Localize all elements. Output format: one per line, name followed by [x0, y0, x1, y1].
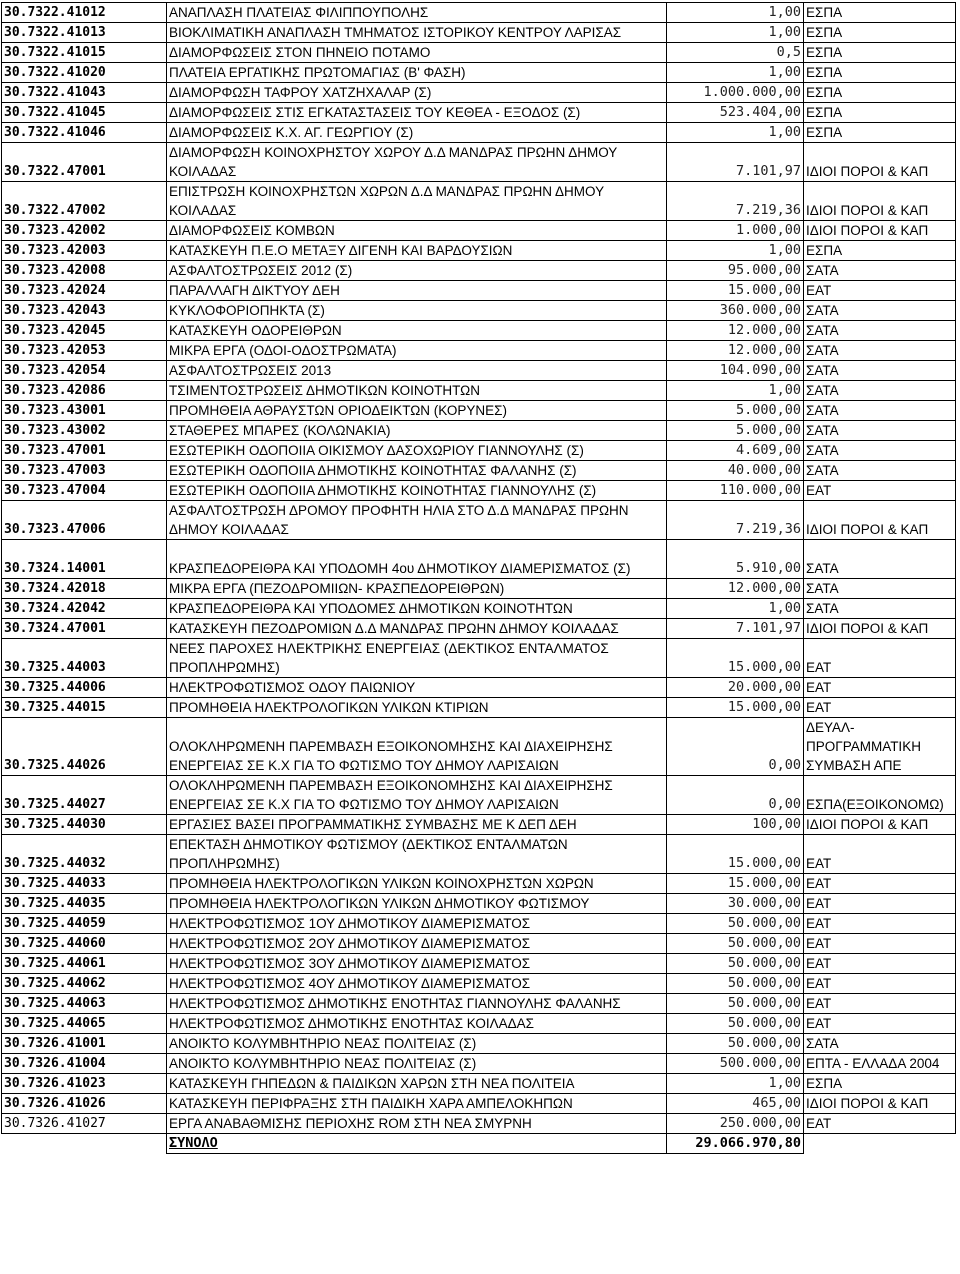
account-code: 30.7323.42043 [2, 301, 167, 321]
table-row [2, 143, 956, 182]
total-amount: 29.066.970,80 [667, 1134, 804, 1154]
table-row [2, 301, 956, 321]
funding-source: ΕΑΤ [804, 639, 956, 678]
funding-source: ΕΑΤ [804, 835, 956, 874]
account-code: 30.7322.41012 [2, 3, 167, 23]
budget-rows [2, 3, 956, 1134]
account-code: 30.7325.44065 [2, 1014, 167, 1034]
budget-amount: 1,00 [667, 63, 804, 83]
project-description: ΗΛΕΚΤΡΟΦΩΤΙΣΜΟΣ 2ΟΥ ΔΗΜΟΤΙΚΟΥ ΔΙΑΜΕΡΙΣΜΑΤΟΣ [167, 934, 667, 954]
account-code: 30.7323.43002 [2, 421, 167, 441]
account-code: 30.7325.44015 [2, 698, 167, 718]
table-row [2, 815, 956, 835]
table-row [2, 1054, 956, 1074]
budget-amount: 104.090,00 [667, 361, 804, 381]
account-code: 30.7325.44003 [2, 639, 167, 678]
budget-amount: 360.000,00 [667, 301, 804, 321]
account-code: 30.7325.44027 [2, 776, 167, 815]
table-row [2, 579, 956, 599]
account-code: 30.7323.42002 [2, 221, 167, 241]
funding-source: ΕΑΤ [804, 1014, 956, 1034]
budget-amount: 1.000.000,00 [667, 83, 804, 103]
budget-amount: 1,00 [667, 23, 804, 43]
account-code: 30.7323.42053 [2, 341, 167, 361]
funding-source: ΕΣΠΑ [804, 63, 956, 83]
funding-source: ΕΑΤ [804, 1114, 956, 1134]
project-description: ΠΡΟΜΗΘΕΙΑ ΗΛΕΚΤΡΟΛΟΓΙΚΩΝ ΥΛΙΚΩΝ ΚΟΙΝΟΧΡΗΣΤΩΝ ΧΩΡΩΝ [167, 874, 667, 894]
budget-amount: 15.000,00 [667, 874, 804, 894]
table-row [2, 934, 956, 954]
project-description: ΚΡΑΣΠΕΔΟΡΕΙΘΡΑ ΚΑΙ ΥΠΟΔΟΜΗ 4ου ΔΗΜΟΤΙΚΟΥ ΔΙΑΜΕΡΙΣΜΑΤΟΣ (Σ) [167, 540, 667, 579]
account-code: 30.7325.44030 [2, 815, 167, 835]
funding-source: ΣΑΤΑ [804, 461, 956, 481]
budget-amount: 12.000,00 [667, 321, 804, 341]
account-code: 30.7324.42042 [2, 599, 167, 619]
funding-source: ΕΑΤ [804, 934, 956, 954]
funding-source: ΕΣΠΑ [804, 123, 956, 143]
table-row [2, 914, 956, 934]
table-row [2, 281, 956, 301]
budget-amount: 50.000,00 [667, 914, 804, 934]
project-description: ΔΙΑΜΟΡΦΩΣΗ ΚΟΙΝΟΧΡΗΣΤΟΥ ΧΩΡΟΥ Δ.Δ ΜΑΝΔΡΑΣ ΠΡΩΗΝ ΔΗΜΟΥ ΚΟΙΛΑΔΑΣ [167, 143, 667, 182]
budget-amount: 20.000,00 [667, 678, 804, 698]
funding-source: ΙΔΙΟΙ ΠΟΡΟΙ & ΚΑΠ [804, 1094, 956, 1114]
account-code: 30.7322.41015 [2, 43, 167, 63]
account-code: 30.7323.47004 [2, 481, 167, 501]
account-code: 30.7324.42018 [2, 579, 167, 599]
funding-source: ΔΕΥΑΛ-ΠΡΟΓΡΑΜΜΑΤΙΚΗ ΣΥΜΒΑΣΗ ΑΠΕ [804, 718, 956, 776]
table-row [2, 182, 956, 221]
table-row [2, 43, 956, 63]
account-code: 30.7322.47001 [2, 143, 167, 182]
funding-source: ΕΑΤ [804, 281, 956, 301]
funding-source: ΣΑΤΑ [804, 261, 956, 281]
total-row [2, 1134, 956, 1154]
table-row [2, 994, 956, 1014]
project-description: ΜΙΚΡΑ ΕΡΓΑ (ΟΔΟΙ-ΟΔΟΣΤΡΩΜΑΤΑ) [167, 341, 667, 361]
budget-amount: 30.000,00 [667, 894, 804, 914]
table-row [2, 1094, 956, 1114]
budget-amount: 50.000,00 [667, 954, 804, 974]
table-row [2, 954, 956, 974]
budget-amount: 1,00 [667, 241, 804, 261]
account-code: 30.7326.41026 [2, 1094, 167, 1114]
funding-source: ΙΔΙΟΙ ΠΟΡΟΙ & ΚΑΠ [804, 619, 956, 639]
account-code: 30.7323.42003 [2, 241, 167, 261]
project-description: ΚΑΤΑΣΚΕΥΗ ΠΕΡΙΦΡΑΞΗΣ ΣΤΗ ΠΑΙΔΙΚΗ ΧΑΡΑ ΑΜΠΕΛΟΚΗΠΩΝ [167, 1094, 667, 1114]
budget-amount: 1,00 [667, 3, 804, 23]
project-description: ΗΛΕΚΤΡΟΦΩΤΙΣΜΟΣ ΔΗΜΟΤΙΚΗΣ ΕΝΟΤΗΤΑΣ ΓΙΑΝΝΟΥΛΗΣ ΦΑΛΑΝΗΣ [167, 994, 667, 1014]
budget-amount: 15.000,00 [667, 639, 804, 678]
project-description: ΔΙΑΜΟΡΦΩΣΕΙΣ ΚΟΜΒΩΝ [167, 221, 667, 241]
budget-amount: 15.000,00 [667, 281, 804, 301]
table-row [2, 83, 956, 103]
project-description: ΚΡΑΣΠΕΔΟΡΕΙΘΡΑ ΚΑΙ ΥΠΟΔΟΜΕΣ ΔΗΜΟΤΙΚΩΝ ΚΟΙΝΟΤΗΤΩΝ [167, 599, 667, 619]
project-description: ΕΡΓΑ ΑΝΑΒΑΘΜΙΣΗΣ ΠΕΡΙΟΧΗΣ ROM ΣΤΗ ΝΕΑ ΣΜΥΡΝΗ [167, 1114, 667, 1134]
budget-amount: 95.000,00 [667, 261, 804, 281]
budget-amount: 1,00 [667, 381, 804, 401]
account-code: 30.7325.44063 [2, 994, 167, 1014]
project-description: ΚΑΤΑΣΚΕΥΗ Π.Ε.Ο ΜΕΤΑΞΥ ΔΙΓΕΝΗ ΚΑΙ ΒΑΡΔΟΥΣΙΩΝ [167, 241, 667, 261]
budget-amount: 50.000,00 [667, 974, 804, 994]
table-row [2, 698, 956, 718]
table-row [2, 321, 956, 341]
funding-source: ΙΔΙΟΙ ΠΟΡΟΙ & ΚΑΠ [804, 221, 956, 241]
account-code: 30.7325.44062 [2, 974, 167, 994]
account-code: 30.7325.44006 [2, 678, 167, 698]
account-code: 30.7323.42086 [2, 381, 167, 401]
funding-source: ΣΑΤΑ [804, 401, 956, 421]
funding-source: ΕΣΠΑ(ΕΞΟΙΚΟΝΟΜΩ) [804, 776, 956, 815]
project-description: ΚΑΤΑΣΚΕΥΗ ΠΕΖΟΔΡΟΜΙΩΝ Δ.Δ ΜΑΝΔΡΑΣ ΠΡΩΗΝ ΔΗΜΟΥ ΚΟΙΛΑΔΑΣ [167, 619, 667, 639]
budget-amount: 12.000,00 [667, 579, 804, 599]
project-description: ΕΡΓΑΣΙΕΣ ΒΑΣΕΙ ΠΡΟΓΡΑΜΜΑΤΙΚΗΣ ΣΥΜΒΑΣΗΣ ΜΕ Κ ΔΕΠ ΔΕΗ [167, 815, 667, 835]
table-row [2, 874, 956, 894]
funding-source: ΕΣΠΑ [804, 23, 956, 43]
table-row [2, 639, 956, 678]
project-description: ΕΠΕΚΤΑΣΗ ΔΗΜΟΤΙΚΟΥ ΦΩΤΙΣΜΟΥ (ΔΕΚΤΙΚΟΣ ΕΝΤΑΛΜΑΤΩΝ ΠΡΟΠΛΗΡΩΜΗΣ) [167, 835, 667, 874]
table-row [2, 103, 956, 123]
budget-amount: 12.000,00 [667, 341, 804, 361]
table-row [2, 401, 956, 421]
budget-amount: 1.000,00 [667, 221, 804, 241]
project-description: ΝΕΕΣ ΠΑΡΟΧΕΣ ΗΛΕΚΤΡΙΚΗΣ ΕΝΕΡΓΕΙΑΣ (ΔΕΚΤΙΚΟΣ ΕΝΤΑΛΜΑΤΟΣ ΠΡΟΠΛΗΡΩΜΗΣ) [167, 639, 667, 678]
table-row [2, 123, 956, 143]
account-code: 30.7325.44026 [2, 718, 167, 776]
table-row [2, 461, 956, 481]
table-row [2, 835, 956, 874]
table-row [2, 974, 956, 994]
project-description: ΗΛΕΚΤΡΟΦΩΤΙΣΜΟΣ 1ΟΥ ΔΗΜΟΤΙΚΟΥ ΔΙΑΜΕΡΙΣΜΑΤΟΣ [167, 914, 667, 934]
funding-source: ΕΣΠΑ [804, 43, 956, 63]
budget-amount: 523.404,00 [667, 103, 804, 123]
budget-table [1, 2, 956, 1154]
project-description: ΟΛΟΚΛΗΡΩΜΕΝΗ ΠΑΡΕΜΒΑΣΗ ΕΞΟΙΚΟΝΟΜΗΣΗΣ ΚΑΙ ΔΙΑΧΕΙΡΗΣΗΣ ΕΝΕΡΓΕΙΑΣ ΣΕ Κ.Χ ΓΙΑ ΤΟ ΦΩΤΙΣΜΟ ΤΟΥ ΔΗΜΟΥ ΛΑΡΙΣΑΙΩΝ [167, 718, 667, 776]
funding-source: ΕΑΤ [804, 678, 956, 698]
table-row [2, 421, 956, 441]
account-code: 30.7322.47002 [2, 182, 167, 221]
table-row [2, 3, 956, 23]
budget-amount: 250.000,00 [667, 1114, 804, 1134]
funding-source: ΕΑΤ [804, 954, 956, 974]
budget-amount: 1,00 [667, 599, 804, 619]
account-code: 30.7326.41001 [2, 1034, 167, 1054]
budget-amount: 15.000,00 [667, 698, 804, 718]
budget-amount: 1,00 [667, 123, 804, 143]
funding-source: ΙΔΙΟΙ ΠΟΡΟΙ & ΚΑΠ [804, 815, 956, 835]
account-code: 30.7326.41023 [2, 1074, 167, 1094]
project-description: ΠΡΟΜΗΘΕΙΑ ΗΛΕΚΤΡΟΛΟΓΙΚΩΝ ΥΛΙΚΩΝ ΔΗΜΟΤΙΚΟΥ ΦΩΤΙΣΜΟΥ [167, 894, 667, 914]
funding-source: ΕΣΠΑ [804, 83, 956, 103]
table-row [2, 361, 956, 381]
funding-source: ΕΑΤ [804, 698, 956, 718]
budget-amount: 50.000,00 [667, 934, 804, 954]
budget-amount: 110.000,00 [667, 481, 804, 501]
project-description: ΠΑΡΑΛΛΑΓΗ ΔΙΚΤΥΟΥ ΔΕΗ [167, 281, 667, 301]
table-row [2, 221, 956, 241]
budget-amount: 15.000,00 [667, 835, 804, 874]
budget-amount: 5.000,00 [667, 401, 804, 421]
table-row [2, 501, 956, 540]
funding-source: ΕΑΤ [804, 894, 956, 914]
table-row [2, 261, 956, 281]
account-code: 30.7323.42008 [2, 261, 167, 281]
project-description: ΚΑΤΑΣΚΕΥΗ ΓΗΠΕΔΩΝ & ΠΑΙΔΙΚΩΝ ΧΑΡΩΝ ΣΤΗ ΝΕΑ ΠΟΛΙΤΕΙΑ [167, 1074, 667, 1094]
funding-source: ΣΑΤΑ [804, 599, 956, 619]
account-code: 30.7325.44033 [2, 874, 167, 894]
account-code: 30.7323.42045 [2, 321, 167, 341]
project-description: ΠΡΟΜΗΘΕΙΑ ΗΛΕΚΤΡΟΛΟΓΙΚΩΝ ΥΛΙΚΩΝ ΚΤΙΡΙΩΝ [167, 698, 667, 718]
table-row [2, 241, 956, 261]
project-description: ΑΝΟΙΚΤΟ ΚΟΛΥΜΒΗΤΗΡΙΟ ΝΕΑΣ ΠΟΛΙΤΕΙΑΣ (Σ) [167, 1054, 667, 1074]
project-description: ΗΛΕΚΤΡΟΦΩΤΙΣΜΟΣ ΟΔΟΥ ΠΑΙΩΝΙΟΥ [167, 678, 667, 698]
budget-amount: 4.609,00 [667, 441, 804, 461]
budget-amount: 0,00 [667, 776, 804, 815]
funding-source: ΣΑΤΑ [804, 421, 956, 441]
account-code: 30.7325.44061 [2, 954, 167, 974]
funding-source: ΕΑΤ [804, 874, 956, 894]
project-description: ΕΠΙΣΤΡΩΣΗ ΚΟΙΝΟΧΡΗΣΤΩΝ ΧΩΡΩΝ Δ.Δ ΜΑΝΔΡΑΣ ΠΡΩΗΝ ΔΗΜΟΥ ΚΟΙΛΑΔΑΣ [167, 182, 667, 221]
budget-amount: 7.101,97 [667, 143, 804, 182]
project-description: ΑΝΑΠΛΑΣΗ ΠΛΑΤΕΙΑΣ ΦΙΛΙΠΠΟΥΠΟΛΗΣ [167, 3, 667, 23]
budget-amount: 0,5 [667, 43, 804, 63]
project-description: ΠΡΟΜΗΘΕΙΑ ΑΘΡΑΥΣΤΩΝ ΟΡΙΟΔΕΙΚΤΩΝ (ΚΟΡΥΝΕΣ) [167, 401, 667, 421]
account-code: 30.7323.43001 [2, 401, 167, 421]
account-code: 30.7323.42054 [2, 361, 167, 381]
table-row [2, 540, 956, 579]
funding-source: ΕΣΠΑ [804, 3, 956, 23]
project-description: ΜΙΚΡΑ ΕΡΓΑ (ΠΕΖΟΔΡΟΜΙΙΩΝ- ΚΡΑΣΠΕΔΟΡΕΙΘΡΩΝ) [167, 579, 667, 599]
project-description: ΕΣΩΤΕΡΙΚΗ ΟΔΟΠΟΙΙΑ ΔΗΜΟΤΙΚΗΣ ΚΟΙΝΟΤΗΤΑΣ ΦΑΛΑΝΗΣ (Σ) [167, 461, 667, 481]
project-description: ΑΣΦΑΛΤΟΣΤΡΩΣΕΙΣ 2013 [167, 361, 667, 381]
table-row [2, 776, 956, 815]
table-row [2, 1014, 956, 1034]
project-description: ΔΙΑΜΟΡΦΩΣΕΙΣ Κ.Χ. ΑΓ. ΓΕΩΡΓΙΟΥ (Σ) [167, 123, 667, 143]
account-code: 30.7322.41020 [2, 63, 167, 83]
account-code: 30.7323.47001 [2, 441, 167, 461]
project-description: ΗΛΕΚΤΡΟΦΩΤΙΣΜΟΣ 4ΟΥ ΔΗΜΟΤΙΚΟΥ ΔΙΑΜΕΡΙΣΜΑΤΟΣ [167, 974, 667, 994]
budget-amount: 0,00 [667, 718, 804, 776]
funding-source: ΣΑΤΑ [804, 321, 956, 341]
account-code: 30.7323.42024 [2, 281, 167, 301]
budget-amount: 500.000,00 [667, 1054, 804, 1074]
funding-source: ΣΑΤΑ [804, 1034, 956, 1054]
funding-source: ΣΑΤΑ [804, 381, 956, 401]
budget-amount: 5.910,00 [667, 540, 804, 579]
project-description: ΣΤΑΘΕΡΕΣ ΜΠΑΡΕΣ (ΚΟΛΩΝΑΚΙΑ) [167, 421, 667, 441]
project-description: ΔΙΑΜΟΡΦΩΣΕΙΣ ΣΤΙΣ ΕΓΚΑΤΑΣΤΑΣΕΙΣ ΤΟΥ ΚΕΘΕΑ - ΕΞΟΔΟΣ (Σ) [167, 103, 667, 123]
table-row [2, 1074, 956, 1094]
funding-source: ΙΔΙΟΙ ΠΟΡΟΙ & ΚΑΠ [804, 501, 956, 540]
budget-amount: 50.000,00 [667, 1034, 804, 1054]
budget-amount: 7.219,36 [667, 501, 804, 540]
project-description: ΗΛΕΚΤΡΟΦΩΤΙΣΜΟΣ 3ΟΥ ΔΗΜΟΤΙΚΟΥ ΔΙΑΜΕΡΙΣΜΑΤΟΣ [167, 954, 667, 974]
table-row [2, 1034, 956, 1054]
account-code: 30.7322.41046 [2, 123, 167, 143]
table-row [2, 341, 956, 361]
project-description: ΑΣΦΑΛΤΟΣΤΡΩΣΗ ΔΡΟΜΟΥ ΠΡΟΦΗΤΗ ΗΛΙΑ ΣΤΟ Δ.Δ ΜΑΝΔΡΑΣ ΠΡΩΗΝ ΔΗΜΟΥ ΚΟΙΛΑΔΑΣ [167, 501, 667, 540]
project-description: ΕΣΩΤΕΡΙΚΗ ΟΔΟΠΟΙΙΑ ΔΗΜΟΤΙΚΗΣ ΚΟΙΝΟΤΗΤΑΣ ΓΙΑΝΝΟΥΛΗΣ (Σ) [167, 481, 667, 501]
budget-amount: 5.000,00 [667, 421, 804, 441]
table-row [2, 599, 956, 619]
budget-amount: 40.000,00 [667, 461, 804, 481]
funding-source: ΣΑΤΑ [804, 540, 956, 579]
total-label: ΣΥΝΟΛΟ [167, 1134, 667, 1154]
funding-source: ΕΣΠΑ [804, 1074, 956, 1094]
account-code: 30.7322.41043 [2, 83, 167, 103]
budget-amount: 50.000,00 [667, 994, 804, 1014]
table-row [2, 678, 956, 698]
account-code: 30.7325.44060 [2, 934, 167, 954]
account-code: 30.7326.41027 [2, 1114, 167, 1134]
project-description: ΔΙΑΜΟΡΦΩΣΕΙΣ ΣΤΟΝ ΠΗΝΕΙΟ ΠΟΤΑΜΟ [167, 43, 667, 63]
table-row [2, 63, 956, 83]
project-description: ΑΣΦΑΛΤΟΣΤΡΩΣΕΙΣ 2012 (Σ) [167, 261, 667, 281]
funding-source: ΕΑΤ [804, 481, 956, 501]
table-row [2, 619, 956, 639]
funding-source: ΣΑΤΑ [804, 361, 956, 381]
budget-amount: 1,00 [667, 1074, 804, 1094]
account-code: 30.7322.41045 [2, 103, 167, 123]
table-row [2, 23, 956, 43]
account-code: 30.7324.47001 [2, 619, 167, 639]
table-row [2, 381, 956, 401]
project-description: ΚΑΤΑΣΚΕΥΗ ΟΔΟΡΕΙΘΡΩΝ [167, 321, 667, 341]
project-description: ΒΙΟΚΛΙΜΑΤΙΚΗ ΑΝΑΠΛΑΣΗ ΤΜΗΜΑΤΟΣ ΙΣΤΟΡΙΚΟΥ ΚΕΝΤΡΟΥ ΛΑΡΙΣΑΣ [167, 23, 667, 43]
table-row [2, 1114, 956, 1134]
project-description: ΗΛΕΚΤΡΟΦΩΤΙΣΜΟΣ ΔΗΜΟΤΙΚΗΣ ΕΝΟΤΗΤΑΣ ΚΟΙΛΑΔΑΣ [167, 1014, 667, 1034]
account-code: 30.7325.44059 [2, 914, 167, 934]
budget-amount: 100,00 [667, 815, 804, 835]
funding-source: ΣΑΤΑ [804, 441, 956, 461]
table-row [2, 481, 956, 501]
project-description: ΑΝΟΙΚΤΟ ΚΟΛΥΜΒΗΤΗΡΙΟ ΝΕΑΣ ΠΟΛΙΤΕΙΑΣ (Σ) [167, 1034, 667, 1054]
funding-source: ΕΑΤ [804, 974, 956, 994]
account-code: 30.7324.14001 [2, 540, 167, 579]
budget-amount: 7.219,36 [667, 182, 804, 221]
table-row [2, 718, 956, 776]
funding-source: ΕΠΤΑ - ΕΛΛΑΔΑ 2004 [804, 1054, 956, 1074]
project-description: ΟΛΟΚΛΗΡΩΜΕΝΗ ΠΑΡΕΜΒΑΣΗ ΕΞΟΙΚΟΝΟΜΗΣΗΣ ΚΑΙ ΔΙΑΧΕΙΡΗΣΗΣ ΕΝΕΡΓΕΙΑΣ ΣΕ Κ.Χ ΓΙΑ ΤΟ ΦΩΤΙΣΜΟ ΤΟΥ ΔΗΜΟΥ ΛΑΡΙΣΑΙΩΝ [167, 776, 667, 815]
budget-amount: 465,00 [667, 1094, 804, 1114]
account-code: 30.7325.44032 [2, 835, 167, 874]
funding-source: ΕΑΤ [804, 994, 956, 1014]
account-code: 30.7323.47003 [2, 461, 167, 481]
table-row [2, 441, 956, 461]
funding-source: ΙΔΙΟΙ ΠΟΡΟΙ & ΚΑΠ [804, 182, 956, 221]
project-description: ΕΣΩΤΕΡΙΚΗ ΟΔΟΠΟΙΙΑ ΟΙΚΙΣΜΟΥ ΔΑΣΟΧΩΡΙΟΥ ΓΙΑΝΝΟΥΛΗΣ (Σ) [167, 441, 667, 461]
funding-source: ΣΑΤΑ [804, 579, 956, 599]
project-description: ΤΣΙΜΕΝΤΟΣΤΡΩΣΕΙΣ ΔΗΜΟΤΙΚΩΝ ΚΟΙΝΟΤΗΤΩΝ [167, 381, 667, 401]
project-description: ΔΙΑΜΟΡΦΩΣΗ ΤΑΦΡΟΥ ΧΑΤΖΗΧΑΛΑΡ (Σ) [167, 83, 667, 103]
funding-source: ΙΔΙΟΙ ΠΟΡΟΙ & ΚΑΠ [804, 143, 956, 182]
budget-amount: 7.101,97 [667, 619, 804, 639]
account-code: 30.7323.47006 [2, 501, 167, 540]
funding-source: ΕΣΠΑ [804, 241, 956, 261]
funding-source: ΕΣΠΑ [804, 103, 956, 123]
table-row [2, 894, 956, 914]
funding-source: ΣΑΤΑ [804, 301, 956, 321]
account-code: 30.7322.41013 [2, 23, 167, 43]
funding-source: ΕΑΤ [804, 914, 956, 934]
funding-source: ΣΑΤΑ [804, 341, 956, 361]
project-description: ΚΥΚΛΟΦΟΡΙΟΠΗΚΤΑ (Σ) [167, 301, 667, 321]
account-code: 30.7325.44035 [2, 894, 167, 914]
project-description: ΠΛΑΤΕΙΑ ΕΡΓΑΤΙΚΗΣ ΠΡΩΤΟΜΑΓΙΑΣ (Β' ΦΑΣΗ) [167, 63, 667, 83]
account-code: 30.7326.41004 [2, 1054, 167, 1074]
budget-amount: 50.000,00 [667, 1014, 804, 1034]
